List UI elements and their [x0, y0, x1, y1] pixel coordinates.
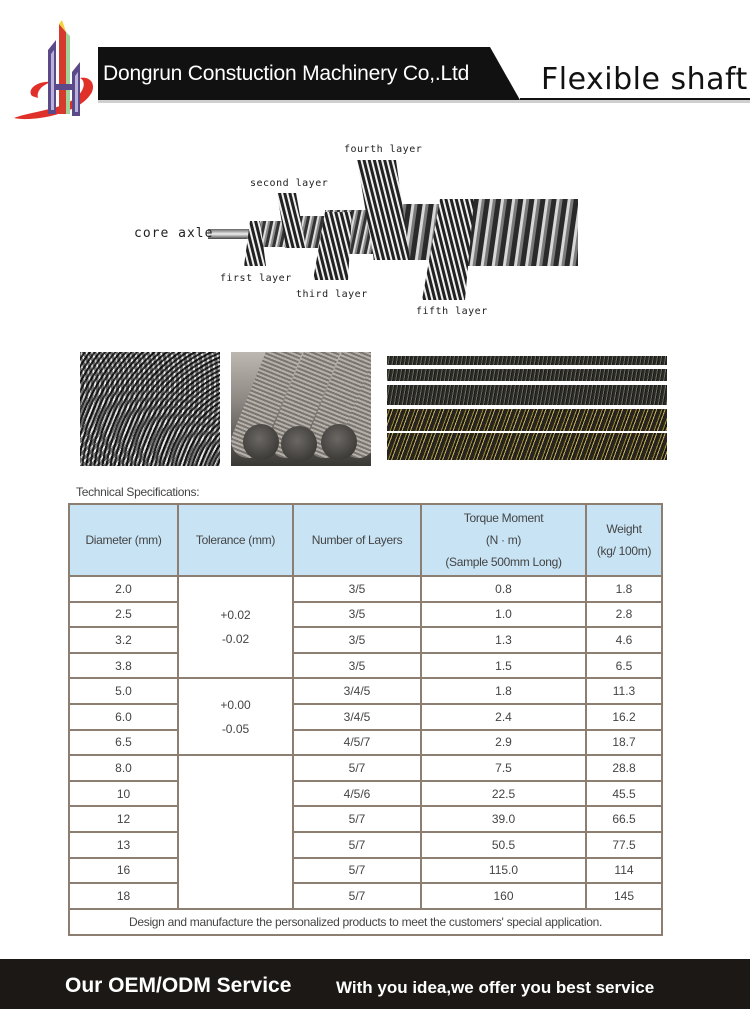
footer-service-title: Our OEM/ODM Service — [65, 974, 292, 997]
table-note: Design and manufacture the personalized products to meet the customers' special application. — [69, 909, 662, 935]
table-row — [69, 858, 662, 884]
table-row — [69, 627, 662, 653]
cell-diameter: 5.0 — [69, 678, 178, 704]
table-row — [69, 832, 662, 858]
cell-layers: 5/7 — [293, 832, 421, 858]
cell-weight: 16.2 — [586, 704, 662, 730]
table-row — [69, 678, 662, 704]
cell-diameter: 2.5 — [69, 602, 178, 628]
cell-layers: 5/7 — [293, 858, 421, 884]
footer-slogan: With you idea,we offer you best service — [336, 978, 655, 997]
cell-diameter: 3.8 — [69, 653, 178, 679]
cell-diameter: 18 — [69, 883, 178, 909]
label-first-layer: first layer — [220, 273, 292, 284]
cell-torque: 115.0 — [421, 858, 586, 884]
label-core-axle: core axle — [134, 226, 214, 241]
cell-layers: 4/5/6 — [293, 781, 421, 807]
cell-weight: 1.8 — [586, 576, 662, 602]
table-row — [69, 781, 662, 807]
table-row — [69, 730, 662, 756]
table-row — [69, 755, 662, 781]
cell-weight: 66.5 — [586, 806, 662, 832]
cell-torque: 22.5 — [421, 781, 586, 807]
header-layers: Number of Layers — [293, 504, 421, 576]
table-row — [69, 653, 662, 679]
header-weight — [586, 504, 662, 576]
cell-torque: 0.8 — [421, 576, 586, 602]
company-name: Dongrun Constuction Machinery Co,.Ltd — [103, 62, 470, 85]
cell-diameter: 12 — [69, 806, 178, 832]
cell-weight: 18.7 — [586, 730, 662, 756]
label-fifth-layer: fifth layer — [416, 306, 488, 317]
table-note-row — [69, 909, 662, 935]
cell-diameter: 16 — [69, 858, 178, 884]
cell-tolerance-group-3 — [178, 755, 293, 909]
cell-layers: 5/7 — [293, 806, 421, 832]
cell-weight: 6.5 — [586, 653, 662, 679]
header-diameter: Diameter (mm) — [69, 504, 178, 576]
cell-layers: 5/7 — [293, 883, 421, 909]
cell-diameter: 3.2 — [69, 627, 178, 653]
cell-layers: 4/5/7 — [293, 730, 421, 756]
header-torque — [421, 504, 586, 576]
header-weight-title: Weight — [606, 522, 642, 536]
label-fourth-layer: fourth layer — [344, 144, 423, 155]
cell-torque: 50.5 — [421, 832, 586, 858]
cell-diameter: 8.0 — [69, 755, 178, 781]
cell-layers: 3/5 — [293, 627, 421, 653]
cell-torque: 2.4 — [421, 704, 586, 730]
cell-weight: 2.8 — [586, 602, 662, 628]
cell-weight: 45.5 — [586, 781, 662, 807]
tolerance-lower: -0.02 — [221, 632, 250, 647]
cell-layers: 3/5 — [293, 653, 421, 679]
header-torque-sample: (Sample 500mm Long) — [445, 555, 562, 569]
photo-shaft-sizes — [379, 352, 667, 464]
cell-weight: 77.5 — [586, 832, 662, 858]
cell-diameter: 10 — [69, 781, 178, 807]
photo-coiled-shafts — [80, 352, 220, 466]
header-weight-unit: (kg/ 100m) — [596, 544, 652, 558]
cell-layers: 3/4/5 — [293, 704, 421, 730]
cell-weight: 28.8 — [586, 755, 662, 781]
cell-diameter: 6.0 — [69, 704, 178, 730]
product-title: Flexible shaft — [541, 62, 748, 97]
label-third-layer: third layer — [296, 289, 368, 300]
cell-torque: 2.9 — [421, 730, 586, 756]
cell-weight: 145 — [586, 883, 662, 909]
shaft-layer-diagram — [120, 130, 600, 330]
table-row — [69, 704, 662, 730]
header-tolerance: Tolerance (mm) — [178, 504, 293, 576]
cell-diameter: 6.5 — [69, 730, 178, 756]
cell-torque: 39.0 — [421, 806, 586, 832]
cell-torque: 160 — [421, 883, 586, 909]
cell-torque: 1.3 — [421, 627, 586, 653]
tolerance-upper: +0.00 — [220, 697, 251, 712]
specs-table — [68, 503, 663, 936]
tolerance-upper: +0.02 — [220, 608, 251, 623]
cell-layers: 5/7 — [293, 755, 421, 781]
cell-diameter: 13 — [69, 832, 178, 858]
company-logo-icon — [10, 10, 100, 125]
label-second-layer: second layer — [250, 178, 329, 189]
cell-diameter: 2.0 — [69, 576, 178, 602]
cell-weight: 11.3 — [586, 678, 662, 704]
header-torque-unit: (N · m) — [485, 533, 522, 547]
specs-caption: Technical Specifications: — [76, 485, 200, 499]
table-header-row — [69, 504, 662, 576]
cell-layers: 3/4/5 — [293, 678, 421, 704]
table-row — [69, 883, 662, 909]
table-row — [69, 602, 662, 628]
cell-weight: 114 — [586, 858, 662, 884]
cell-tolerance-group-1 — [178, 576, 293, 678]
header-shadow-divider — [98, 100, 750, 103]
photo-shaft-ends — [231, 352, 371, 466]
cell-layers: 3/5 — [293, 576, 421, 602]
table-row — [69, 576, 662, 602]
table-row — [69, 806, 662, 832]
cell-torque: 7.5 — [421, 755, 586, 781]
cell-layers: 3/5 — [293, 602, 421, 628]
cell-tolerance-group-2 — [178, 678, 293, 755]
cell-torque: 1.5 — [421, 653, 586, 679]
header-torque-title: Torque Moment — [463, 511, 544, 525]
cell-torque: 1.8 — [421, 678, 586, 704]
tolerance-lower: -0.05 — [221, 721, 250, 736]
cell-weight: 4.6 — [586, 627, 662, 653]
cell-torque: 1.0 — [421, 602, 586, 628]
